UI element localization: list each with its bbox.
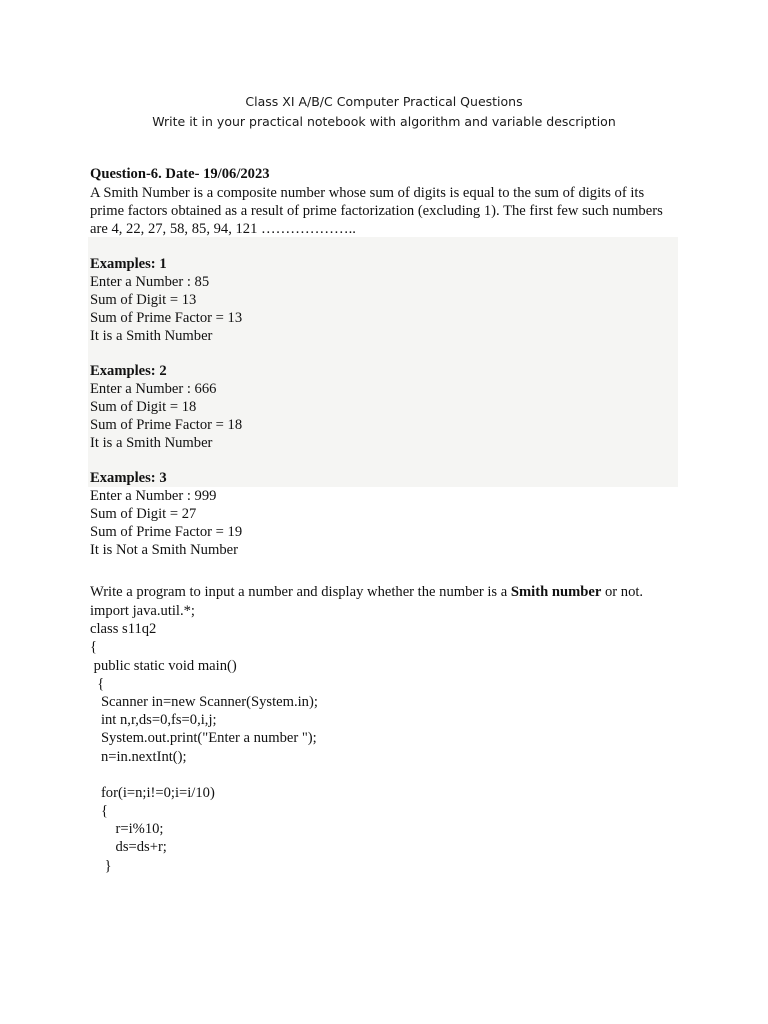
example-1	[90, 255, 242, 345]
code-line: n=in.nextInt();	[90, 748, 187, 765]
example-line: It is a Smith Number	[90, 328, 213, 344]
example-line: Sum of Digit = 18	[90, 399, 197, 415]
example-line: It is Not a Smith Number	[90, 542, 238, 558]
code-line: Scanner in=new Scanner(System.in);	[90, 693, 318, 710]
example-line: Enter a Number : 666	[90, 381, 217, 397]
code-line	[90, 766, 318, 784]
code-line: int n,r,ds=0,fs=0,i,j;	[90, 712, 217, 729]
question-description: A Smith Number is a composite number whose sum of digits is equal to the sum of digits of its prime factors obtained as a result of prime factorization (excluding 1). The first few such numbers are 4, 22, 27, 58, 85, 94, 121 ………………..	[90, 185, 663, 237]
example-title: Examples: 3	[90, 470, 167, 486]
code-line: System.out.print("Enter a number ");	[90, 730, 317, 747]
code-line: ds=ds+r;	[90, 839, 167, 856]
code-line: import java.util.*;	[90, 603, 195, 619]
code-line: {	[90, 675, 105, 692]
example-2	[90, 362, 242, 452]
example-line: Sum of Prime Factor = 13	[90, 310, 243, 326]
code-line: r=i%10;	[90, 821, 164, 838]
example-title: Examples: 2	[90, 363, 167, 379]
question-title: Question-6. Date- 19/06/2023	[90, 166, 270, 182]
prompt-bold: Smith number	[510, 584, 602, 600]
code-line: {	[90, 803, 108, 820]
program-prompt	[90, 583, 690, 601]
code-line: class s11q2	[90, 621, 157, 638]
header-line-2: Write it in your practical notebook with algorithm and variable description	[152, 114, 616, 129]
prompt-prefix: Write a program to input a number and display whether the number is a	[90, 584, 511, 600]
example-line: Sum of Digit = 27	[90, 506, 197, 522]
code-line: for(i=n;i!=0;i=i/10)	[90, 784, 215, 801]
header-line-1: Class XI A/B/C Computer Practical Questions	[245, 94, 523, 109]
example-line: Enter a Number : 85	[90, 274, 210, 290]
example-3	[90, 469, 242, 559]
code-line: {	[90, 639, 98, 656]
code-line: public static void main()	[90, 657, 237, 674]
example-line: Sum of Prime Factor = 19	[90, 524, 243, 540]
example-title: Examples: 1	[90, 256, 167, 272]
example-line: It is a Smith Number	[90, 435, 213, 451]
example-line: Sum of Prime Factor = 18	[90, 417, 243, 433]
code-line: }	[90, 857, 112, 874]
example-line: Enter a Number : 999	[90, 488, 217, 504]
prompt-suffix: or not.	[601, 584, 644, 600]
example-line: Sum of Digit = 13	[90, 292, 197, 308]
code-listing	[90, 602, 318, 875]
